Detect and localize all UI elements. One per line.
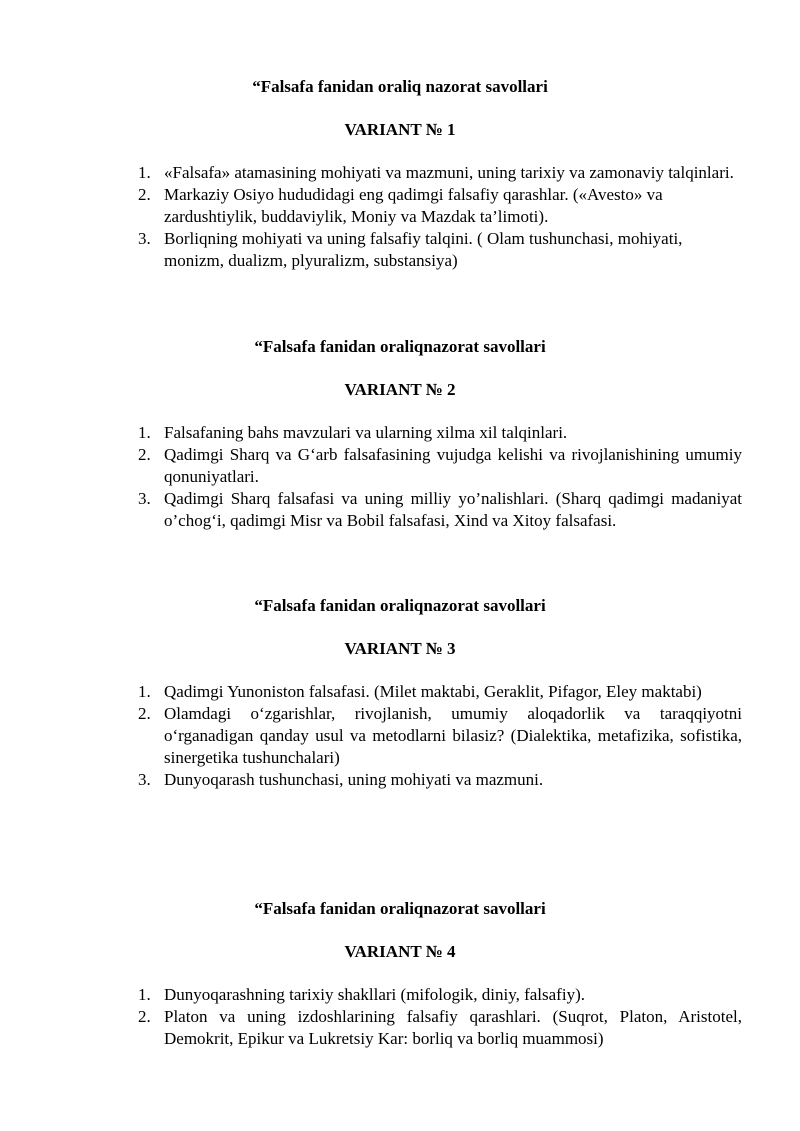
- question-number: 2.: [138, 704, 151, 723]
- question-number: 2.: [138, 185, 151, 204]
- question-list: [138, 422, 742, 532]
- section-title: “Falsafa fanidan oraliqnazorat savollari: [254, 337, 546, 356]
- question-number: 2.: [138, 1007, 151, 1026]
- section-title: “Falsafa fanidan oraliqnazorat savollari: [254, 899, 546, 918]
- question-number: 1.: [138, 682, 151, 701]
- question-list: [138, 681, 742, 791]
- variant-section-2: [0, 336, 800, 532]
- question-item: [138, 444, 742, 488]
- question-text: Qadimgi Yunoniston falsafasi. (Milet maktabi, Geraklit, Pifagor, Eley maktabi): [164, 682, 702, 701]
- question-number: 1.: [138, 163, 151, 182]
- question-number: 1.: [138, 985, 151, 1004]
- question-text: Dunyoqarashning tarixiy shakllari (mifologik, diniy, falsafiy).: [164, 985, 585, 1004]
- variant-heading: VARIANT № 1: [344, 120, 456, 139]
- question-text: Olamdagi o‘zgarishlar, rivojlanish, umumiy aloqadorlik va taraqqiyotni o‘rganadigan qanday usul va metodlarni bilasiz? (Dialektika, metafizika, sofistika, sinergetika tushunchalari): [164, 704, 742, 767]
- section-title: “Falsafa fanidan oraliq nazorat savollari: [252, 77, 548, 96]
- variant-heading: VARIANT № 4: [344, 942, 456, 961]
- question-item: [138, 422, 742, 444]
- question-item: [138, 488, 742, 532]
- question-text: Platon va uning izdoshlarining falsafiy qarashlari. (Suqrot, Platon, Aristotel, Demokrit, Epikur va Lukretsiy Kar: borliq va borliq muammosi): [164, 1007, 742, 1048]
- variant-section-1: [0, 76, 800, 272]
- question-text: Dunyoqarash tushunchasi, uning mohiyati va mazmuni.: [164, 770, 544, 789]
- question-number: 1.: [138, 423, 151, 442]
- question-number: 3.: [138, 489, 151, 508]
- question-list: [138, 984, 742, 1050]
- question-number: 2.: [138, 445, 151, 464]
- question-number: 3.: [138, 770, 151, 789]
- question-item: [138, 1006, 742, 1050]
- question-item: [138, 769, 742, 791]
- question-text: Qadimgi Sharq va G‘arb falsafasining vujudga kelishi va rivojlanishining umumiy qonuniyatlari.: [164, 445, 742, 486]
- variant-heading: VARIANT № 2: [344, 380, 456, 399]
- question-text: Markaziy Osiyo hududidagi eng qadimgi falsafiy qarashlar. («Avesto» va zardushtiylik, buddaviylik, Moniy va Mazdak ta’limoti).: [164, 185, 663, 226]
- question-text: Qadimgi Sharq falsafasi va uning milliy yo’nalishlari. (Sharq qadimgi madaniyat o’chog‘i, qadimgi Misr va Bobil falsafasi, Xind va Xitoy falsafasi.: [164, 489, 742, 530]
- question-number: 3.: [138, 229, 151, 248]
- question-item: [138, 681, 742, 703]
- question-item: [138, 162, 742, 184]
- question-item: [138, 703, 742, 769]
- section-title: “Falsafa fanidan oraliqnazorat savollari: [254, 596, 546, 615]
- question-item: [138, 184, 742, 228]
- question-item: [138, 228, 742, 272]
- variant-section-3: [0, 595, 800, 791]
- question-text: Falsafaning bahs mavzulari va ularning xilma xil talqinlari.: [164, 423, 568, 442]
- question-text: Borliqning mohiyati va uning falsafiy talqini. ( Olam tushunchasi, mohiyati, monizm, dualizm, plyuralizm, substansiya): [164, 229, 683, 270]
- variant-heading: VARIANT № 3: [344, 639, 456, 658]
- question-item: [138, 984, 742, 1006]
- question-list: [138, 162, 742, 272]
- question-text: «Falsafa» atamasining mohiyati va mazmuni, uning tarixiy va zamonaviy talqinlari.: [164, 163, 734, 182]
- variant-section-4: [0, 898, 800, 1050]
